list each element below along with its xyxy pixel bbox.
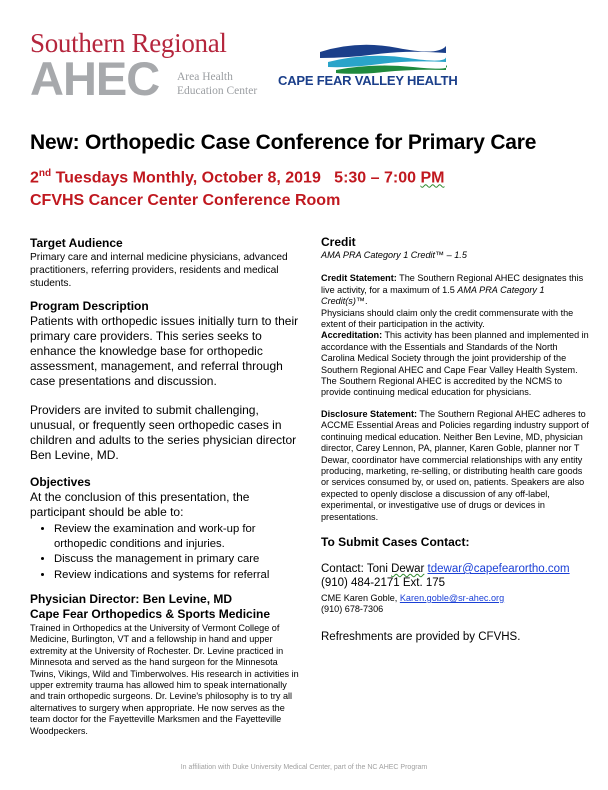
- disclosure-statement: Disclosure Statement: The Southern Regional AHEC adheres to ACCME Essential Areas and Policies regarding industry support of continuing medical education. Neither Ben Levine, MD, physician director, Carey Lennon, PA, planner, Karen Goble, planner nor T Dewar, coordinator have commercial relationships with any entity: [321, 408, 589, 465]
- cape-fear-valley-health-logo: [278, 40, 598, 90]
- cme-contact: CME Karen Goble, Karen.goble@sr-ahec.org: [321, 592, 505, 603]
- objectives-section: [30, 475, 302, 582]
- physician-section: [30, 592, 302, 737]
- credit-claim: Physicians should claim only the credit commensurate with the extent of their participation in the activity.: [321, 307, 574, 330]
- objective-item: • Review the examination and work-up for orthopedic conditions and injuries.: [54, 522, 302, 551]
- disclosure-statement-cont: producing, marketing, re-selling, or distributing health care goods or services consumed by, or used on, patients. Speakers are also expected to openly disclose a discussion of any off-label, experimental, or investigative use of drugs or devices in presentations.: [321, 465, 585, 522]
- page-title: New: Orthopedic Case Conference for Primary Care: [30, 131, 537, 154]
- credit-statement: Credit Statement: The Southern Regional AHEC designates this live activity, for a maximum of 1.5 AMA PRA Category 1 Credit(s)™.: [321, 273, 584, 307]
- physician-director-heading: Physician Director: Ben Levine, MD: [30, 592, 233, 606]
- left-column: [30, 236, 302, 737]
- logo-title: Southern Regional: [30, 28, 227, 58]
- location-line: CFVHS Cancer Center Conference Room: [30, 192, 341, 209]
- footer-affiliation: In affiliation with Duke University Medical Center, part of the NC AHEC Program: [180, 764, 428, 771]
- credit-heading: Credit: [321, 235, 356, 249]
- physician-bio: Trained in Orthopedics at the University of Vermont College of Medicine, Burlington, VT and a fellowship in hand and upper extremity at the University of Rochester. Dr. Levine practiced in Minnesota and served as the hand surgeon for the Minnesota Twins, Vikings, Wild and Timberwolves. His research in activities in upper extremity trauma has allowed him to speak internationally and train orthopedic surgeons. Dr. Levine's philosophy is to try all alternatives to surgery when appropriate. He now serves as the team doctor for the Fayetteville Marksmen and the Fayetteville Woodpeckers.: [30, 623, 299, 736]
- program-description-text: Patients with orthopedic issues initially turn to their primary care providers. This series seeks to enhance the knowledge base for orthopedic assessment, management, and referral through case presentations and discussion.: [30, 314, 299, 388]
- objectives-intro: At the conclusion of this presentation, the participant should be able to:: [30, 490, 250, 519]
- right-column: [321, 235, 591, 645]
- objectives-heading: Objectives: [30, 475, 91, 489]
- contact-email-link[interactable]: tdewar@capefearortho.com: [427, 562, 570, 575]
- credit-line: AMA PRA Category 1 Credit™ – 1.5: [321, 250, 467, 260]
- objective-item: • Discuss the management in primary care: [54, 552, 302, 567]
- program-description-section: [30, 299, 302, 463]
- objectives-list: [30, 522, 302, 582]
- accreditation-statement: Accreditation: This activity has been planned and implemented in accordance with the Essentials and Standards of the North Carolina Medical Society through the joint providership of the Southern Regional AHEC and Cape Fear Valley Health System. The Southern Regional AHEC is accredited by the NCMS to provide continuing medical education for physicians.: [321, 330, 589, 398]
- target-audience-section: [30, 236, 302, 290]
- waves-icon: [318, 40, 448, 74]
- program-description-invite: Providers are invited to submit challenging, unusual, or frequently seen orthopedic cases in children and adults to the series physician director Ben Levine, MD.: [30, 403, 297, 462]
- cme-email-link[interactable]: Karen.goble@sr-ahec.org: [399, 592, 505, 603]
- refreshments-note: Refreshments are provided by CFVHS.: [321, 630, 521, 643]
- contact-phone: (910) 484-2171 Ext. 175: [321, 576, 446, 589]
- target-audience-heading: Target Audience: [30, 236, 123, 250]
- program-description-heading: Program Description: [30, 299, 149, 313]
- cfv-logo-text: CAPE FEAR VALLEY HEALTH: [278, 73, 458, 88]
- target-audience-text: Primary care and internal medicine physicians, advanced practitioners, referring providers, residents and medical students.: [30, 252, 288, 289]
- objective-item: • Review indications and systems for referral: [54, 568, 302, 583]
- contact-line: Contact: Toni Dewar tdewar@capefearortho.com: [321, 562, 570, 575]
- logo-ahec: AHEC: [30, 52, 160, 105]
- submit-cases-heading: To Submit Cases Contact:: [321, 534, 470, 549]
- schedule-line: 2nd Tuesdays Monthly, October 8, 2019 5:30 – 7:00 PM: [30, 168, 445, 187]
- cme-phone: (910) 678-7306: [321, 604, 384, 615]
- southern-regional-ahec-logo: [30, 28, 260, 110]
- physician-affiliation-heading: Cape Fear Orthopedics & Sports Medicine: [30, 607, 271, 621]
- logo-subtitle: Area Health Education Center: [177, 71, 258, 97]
